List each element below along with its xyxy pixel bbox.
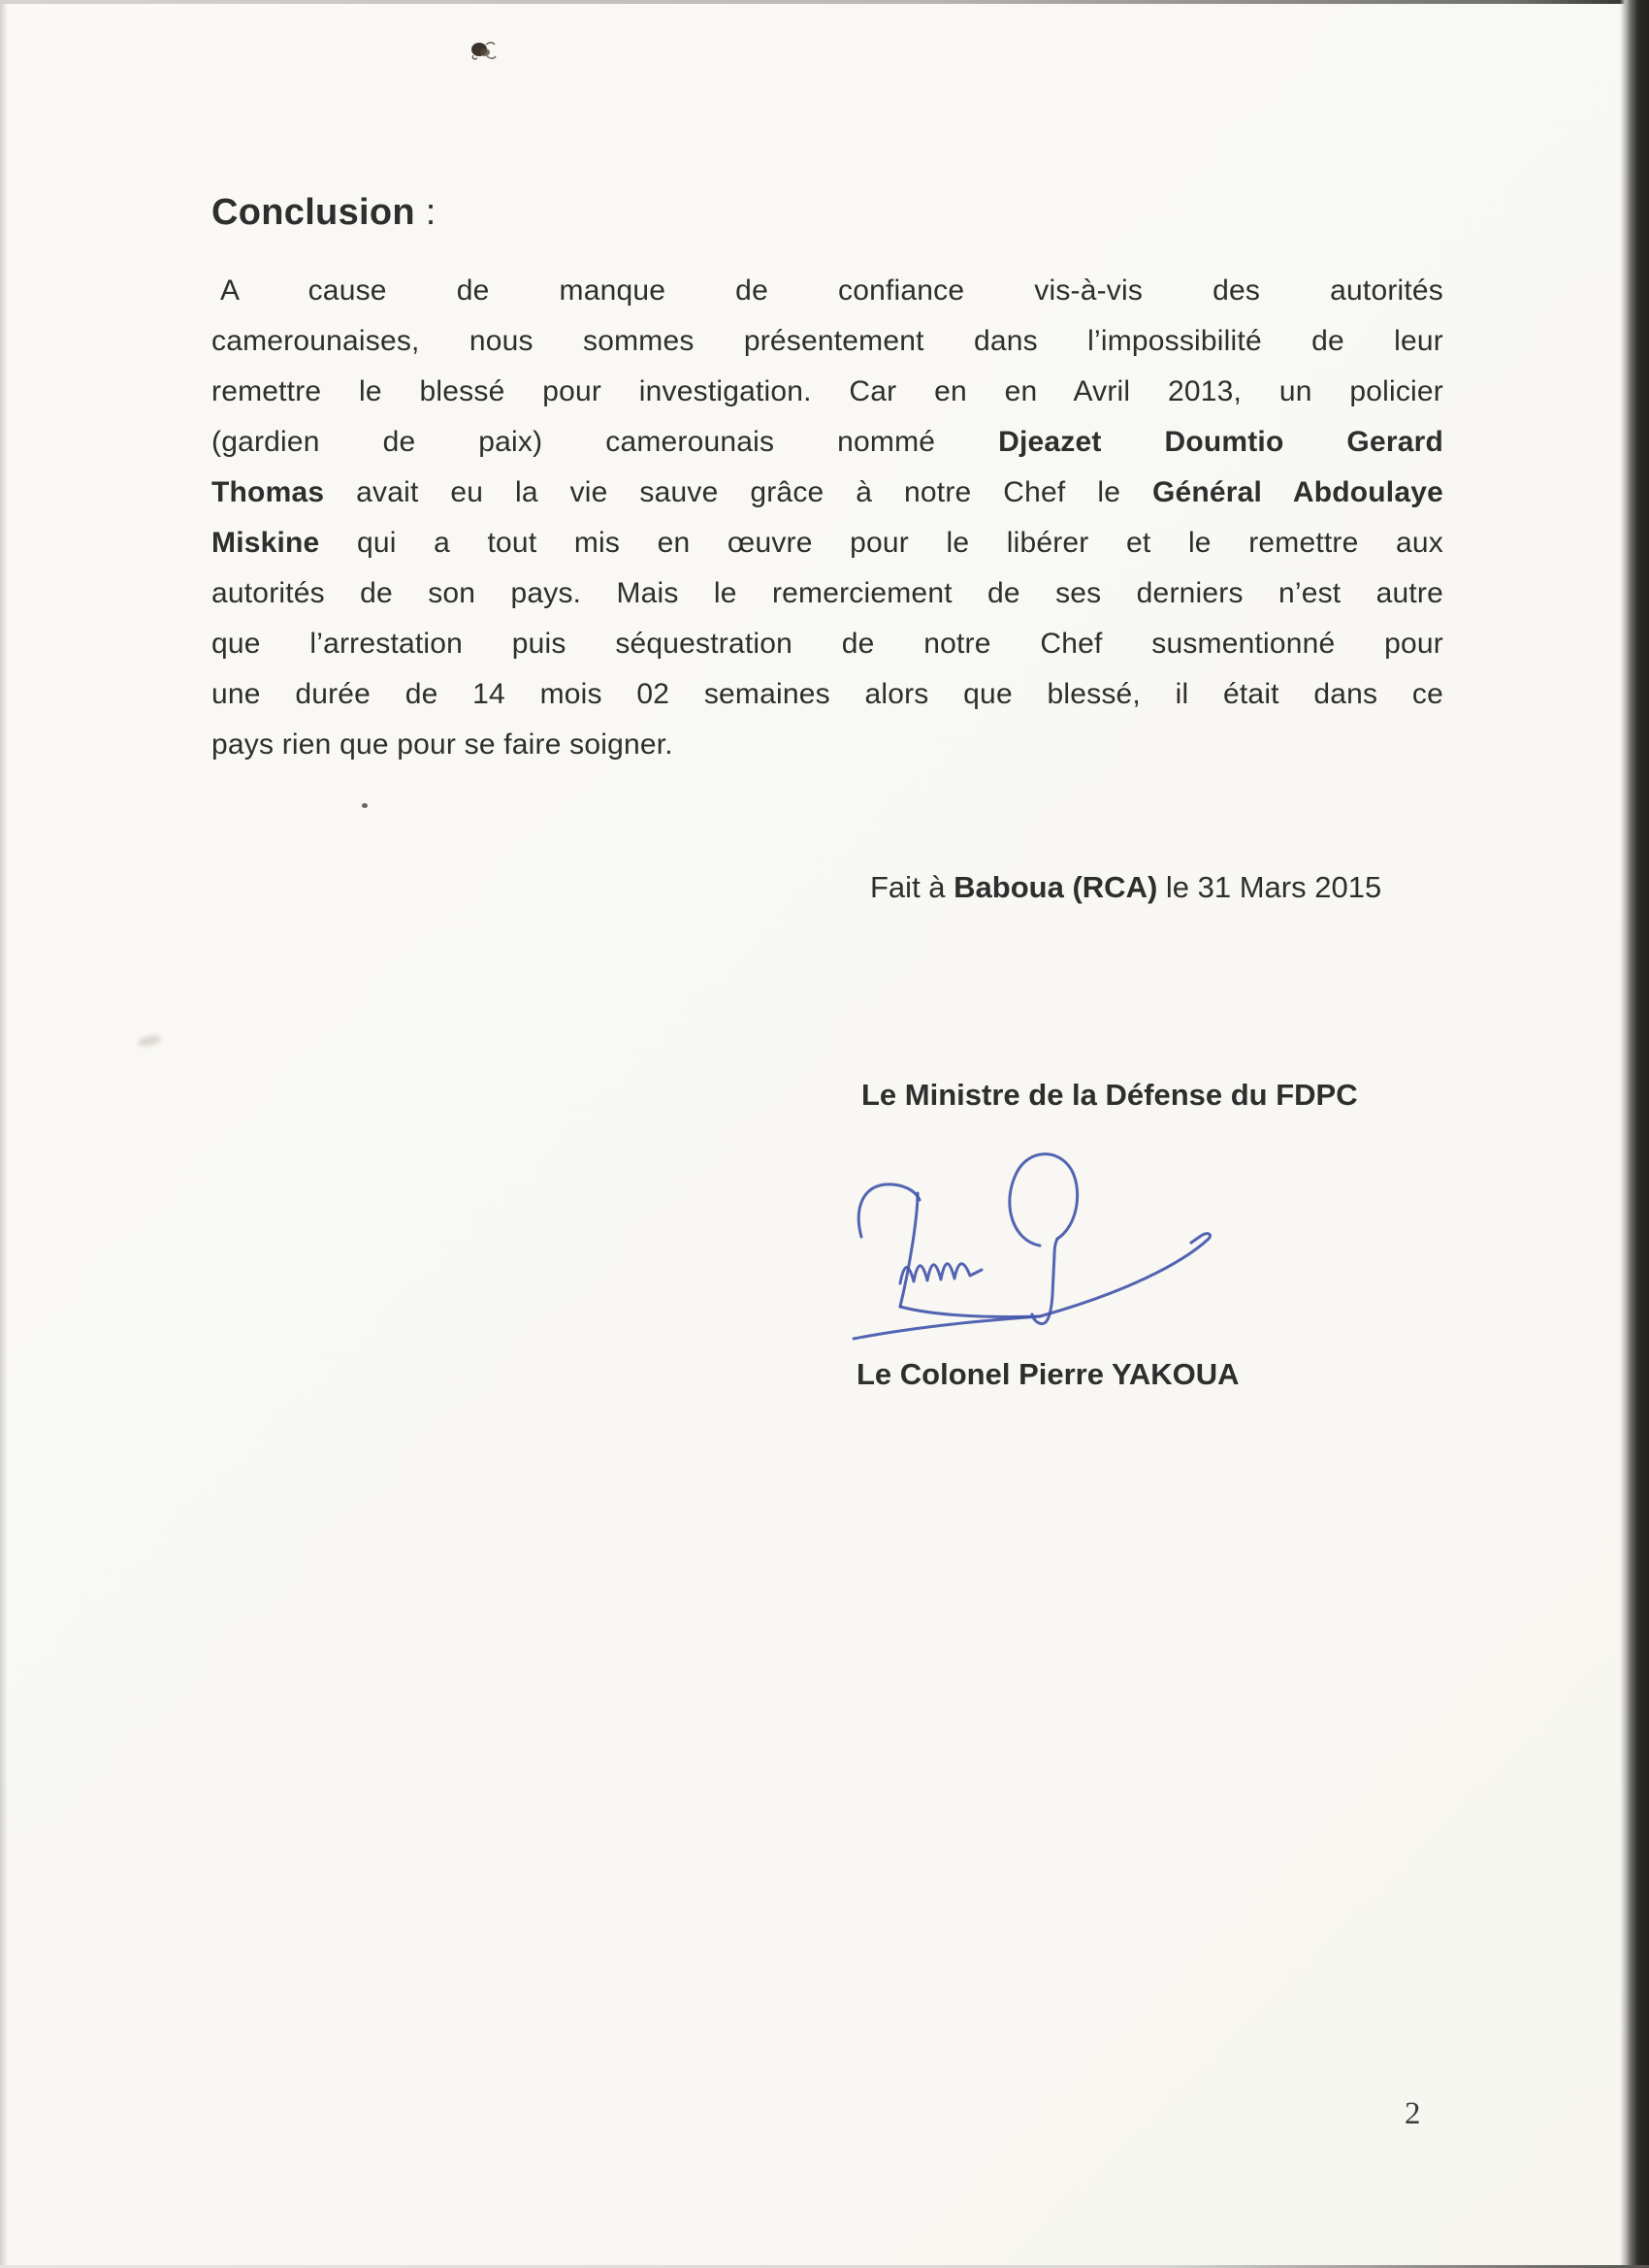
scan-edge-top (0, 0, 1649, 4)
paragraph-line (211, 316, 1443, 367)
text-segment: remettre le blessé pour investigation. Car en en Avril 2013, un policier (211, 375, 1443, 407)
signatory-name: Le Colonel Pierre YAKOUA (857, 1357, 1240, 1391)
paragraph-line (211, 468, 1443, 518)
scan-edge-left (0, 0, 8, 2268)
text-segment: A cause de manque de confiance vis-à-vis des autorités (220, 275, 1443, 307)
signature-stroke (1010, 1154, 1078, 1246)
text-segment: Baboua (954, 870, 1064, 904)
ink-dot (362, 803, 368, 808)
paragraph-line (211, 518, 1443, 568)
paragraph-line (211, 720, 1443, 770)
text-segment: Général Abdoulaye (1151, 476, 1443, 508)
text-segment: le 31 Mars 2015 (1157, 870, 1382, 904)
text-segment: Miskine (211, 527, 320, 559)
faint-smudge (137, 1034, 162, 1049)
page-number: 2 (1405, 2096, 1421, 2131)
text-segment: avait eu la vie sauve grâce à notre Chef le (324, 476, 1152, 508)
text-segment: (RCA) (1072, 870, 1158, 904)
paragraph-line (211, 619, 1443, 669)
text-segment: Djeazet Doumtio Gerard (998, 426, 1443, 458)
text-segment: (gardien de paix) camerounais nommé (211, 426, 999, 458)
signature-stroke (900, 1264, 982, 1283)
ink-speck (467, 37, 500, 64)
text-segment: camerounaises, nous sommes présentement dans l’impossibilité de leur (211, 325, 1443, 357)
signature-stroke (900, 1193, 918, 1307)
signature-stroke (900, 1307, 1040, 1317)
text-segment: qui a tout mis en œuvre pour le libérer et le remettre aux (319, 527, 1443, 559)
text-segment: que l’arrestation puis séquestration de notre Chef susmentionné pour (211, 628, 1443, 660)
signature-stroke (854, 1234, 1211, 1339)
paragraph-line (211, 417, 1443, 468)
signature-stroke (858, 1184, 920, 1237)
text-segment: Fait à (870, 870, 954, 904)
conclusion-heading-colon: : (414, 192, 436, 233)
conclusion-heading (211, 191, 436, 234)
minister-title: Le Ministre de la Défense du FDPC (861, 1078, 1358, 1112)
text-segment: autorités de son pays. Mais le remerciement de ses derniers n’est autre (211, 577, 1443, 609)
text-segment: pays rien que pour se faire soigner. (211, 729, 673, 761)
conclusion-paragraph (211, 266, 1443, 770)
paragraph-line (211, 266, 1443, 316)
dateline (870, 868, 1381, 907)
paragraph-line (211, 568, 1443, 619)
paragraph-line (211, 367, 1443, 417)
conclusion-heading-label: Conclusion (211, 192, 415, 233)
paragraph-line (211, 669, 1443, 720)
scan-edge-right (1620, 0, 1649, 2268)
signature-scribble (832, 1140, 1240, 1363)
text-segment: Thomas (211, 476, 325, 508)
text-segment: une durée de 14 mois 02 semaines alors que blessé, il était dans ce (211, 678, 1443, 710)
